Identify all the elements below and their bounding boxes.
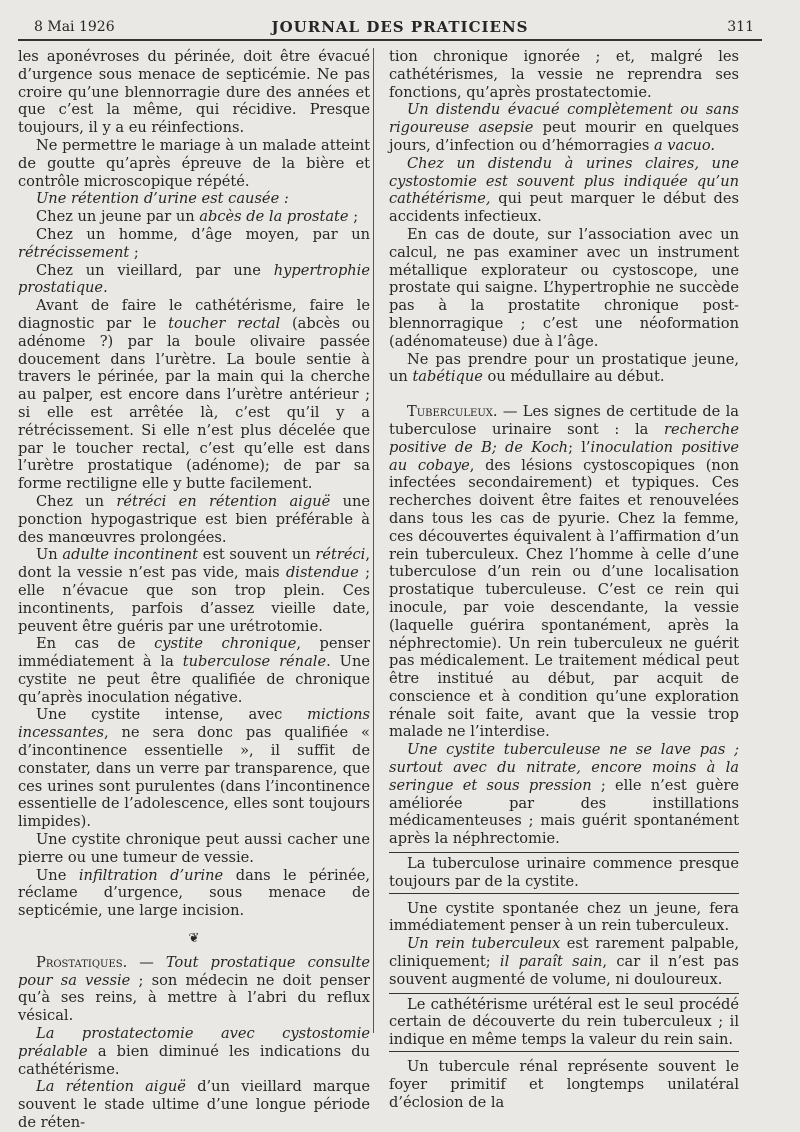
text: En cas de bbox=[36, 635, 155, 653]
emphasis: mictions incessantes bbox=[18, 706, 370, 742]
emphasis: inoculation positive au cobaye bbox=[389, 438, 739, 474]
paragraph bbox=[18, 262, 370, 298]
text: , des lésions cystoscopiques (non infectées secondairement) et typiques. Ces recherches doivent être faites et renouvelées dans tous les cas de pyurie. Chez la femme, ces découvertes équivalent à l’affirmation d’un rein tuberculeux. Chez l’homme à celle d’une tuberculose d’un rein ou d’une localisation prostatique tuberculeuse. C’est ce rein qui inocule, par voie descendante, la vessie (laquelle guérira spontanément, après la néphrectomie). Un rein tuberculeux ne guérit pas médicalement. Le traitement médical peut être institué au début, par acquit de conscience et à condition qu’une exploration rénale soit faite, avant que la vessie trop malade ne l’interdise. bbox=[389, 456, 740, 741]
paragraph bbox=[389, 403, 739, 741]
text: ou médullaire au début. bbox=[482, 368, 665, 386]
paragraph: tion chronique ignorée ; et, malgré les cathétérismes, la vessie ne reprendra ses fonctions, qu’après prostatectomie. bbox=[389, 48, 739, 101]
text: , car il n’est pas souvent augmenté de volume, ni douloureux. bbox=[389, 953, 740, 988]
emphasis: rétrécissement bbox=[18, 243, 130, 261]
text: (abcès ou adénome ?) par la boule olivaire passée doucement dans l’urètre. La boule sentie à travers le périnée, par la main qui la cherche au palper, est encore dans l’urètre antérieur ; si elle est arrêtée là, c’est qu’il y a rétrécissement. Si elle n’est plus décelée que par le toucher rectal, c’est qu’elle est dans l’urètre prostatique (adénome); de par sa forme rectiligne elle y butte facilement. bbox=[18, 314, 370, 493]
paragraph bbox=[389, 741, 739, 848]
text: Une bbox=[36, 866, 79, 884]
section-heading: Tuberculeux. bbox=[407, 403, 498, 421]
paragraph: En cas de doute, sur l’association avec un calcul, ne pas examiner avec un instrument métallique explorateur ou cystoscope, une prostate qui saigne. L’hypertrophie ne succède pas à la prostatite chronique post-blennorragique ; c’est une néoformation (adénomateuse) due à l’âge. bbox=[389, 225, 739, 350]
paragraph bbox=[18, 867, 370, 920]
text: , dont la vessie n’est pas vide, mais bbox=[18, 546, 370, 582]
emphasis: Tout prostatique consulte pour sa vessie bbox=[18, 953, 370, 989]
text: ; l’ bbox=[568, 438, 591, 456]
text: Chez un bbox=[36, 492, 117, 510]
paragraph bbox=[389, 935, 739, 988]
text: ; bbox=[348, 208, 359, 226]
text: Avant de faire le cathétérisme, faire le diagnostic par le bbox=[18, 297, 370, 332]
text: , penser immédiatement à la bbox=[18, 635, 371, 671]
emphasis: distendue bbox=[285, 564, 359, 582]
text: . Une cystite ne peut être qualifiée de chronique qu’après inoculation négative. bbox=[18, 653, 370, 706]
emphasis: il paraît sain bbox=[499, 953, 603, 971]
paragraph bbox=[389, 155, 739, 226]
text: — bbox=[127, 953, 166, 971]
page-number: 311 bbox=[727, 19, 754, 35]
text: Ne pas prendre pour un prostatique jeune, un bbox=[389, 350, 739, 386]
emphasis: cystite chronique bbox=[154, 635, 297, 653]
text: ; elle n’évacue que son trop plein. Ces incontinents, parfois d’assez vieille date, peuvent être guéris par une urétrotomie. bbox=[18, 564, 370, 635]
paragraph bbox=[389, 351, 739, 387]
paragraph: Une cystite chronique peut aussi cacher une pierre ou une tumeur de vessie. bbox=[18, 831, 370, 866]
right-column bbox=[389, 48, 739, 1111]
paragraph bbox=[18, 954, 370, 1025]
text: ; bbox=[129, 243, 139, 261]
text: qui peut marquer le début des accidents infectieux. bbox=[389, 190, 739, 226]
text: , ne sera donc pas qualifiée « d’incontinence essentielle », il suffit de constater, dans un verre par transparence, que ces urines sont purulentes (dans l’incontinence essentielle de l’adolescence, elles sont toujours limpides). bbox=[18, 724, 370, 831]
emphasis: Une cystite tuberculeuse ne se lave pas ; surtout avec du nitrate, encore moins à la seringue et sous pression bbox=[389, 741, 739, 794]
text: a bien diminué les indications du cathétérisme. bbox=[18, 1042, 370, 1078]
emphasis: hypertrophie prostatique. bbox=[18, 261, 370, 297]
emphasis: rétréci bbox=[315, 546, 366, 564]
header-rule bbox=[18, 39, 762, 41]
paragraph bbox=[389, 101, 739, 154]
emphasis: Chez un distendu à urines claires, une cystostomie est souvent plus indiquée qu’un cathétérisme, bbox=[389, 154, 739, 208]
paragraph: Un tubercule rénal représente souvent le foyer primitif et longtemps unilatéral d’éclosion de la bbox=[389, 1058, 739, 1111]
paragraph: Ne permettre le mariage à un malade atteint de goutte qu’après épreuve de la bière et contrôle microscopique répété. bbox=[18, 136, 370, 190]
emphasis: rétréci en rétention aiguë bbox=[116, 492, 331, 510]
text: Un bbox=[36, 546, 63, 564]
paragraph bbox=[18, 546, 370, 635]
paragraph: Une cystite spontanée chez un jeune, fera immédiatement penser à un rein tuberculeux. bbox=[389, 899, 739, 935]
paragraph bbox=[18, 706, 370, 831]
text: Une cystite intense, avec bbox=[36, 706, 308, 724]
paragraph bbox=[18, 1078, 370, 1131]
text: est rarement palpable, cliniquement; bbox=[389, 935, 739, 971]
paragraph bbox=[18, 226, 370, 262]
emphasis: La rétention aiguë bbox=[36, 1078, 186, 1096]
highlighted-statement: La tuberculose urinaire commence presque toujours par de la cystite. bbox=[389, 852, 739, 894]
text: Chez un vieillard, par une bbox=[36, 261, 274, 279]
paragraph: les aponévroses du périnée, doit être évacué d’urgence sous menace de septicémie. Ne pas croire qu’une blennorragie dure des années et que c’est la même, qui récidive. Presque toujours, il y a eu réinfections. bbox=[18, 48, 370, 137]
page-header bbox=[0, 0, 800, 40]
paragraph bbox=[18, 635, 370, 706]
text: ; elle n’est guère améliorée par des instillations médicamenteuses ; mais guérit spontanément après la néphrectomie. bbox=[389, 776, 739, 848]
text: dans le périnée, réclame d’urgence, sous menace de septicémie, une large incision. bbox=[18, 866, 370, 920]
paragraph bbox=[18, 1025, 370, 1078]
paragraph bbox=[18, 297, 370, 493]
highlighted-statement: Le cathétérisme urétéral est le seul procédé certain de découverte du rein tuberculeux ; il indique en même temps la valeur du rein sain. bbox=[389, 993, 739, 1052]
left-column bbox=[18, 48, 370, 1132]
section-heading: Prostatiques. bbox=[36, 953, 128, 971]
emphasis: Un distendu évacué complètement ou sans rigoureuse asepsie bbox=[389, 101, 739, 137]
text: d’un vieillard marque souvent le stade ultime d’une longue période de réten- bbox=[18, 1078, 370, 1132]
emphasis: tabétique bbox=[412, 368, 483, 386]
emphasis: recherche positive de B; de Koch bbox=[389, 420, 739, 456]
section-ornament: ❦ bbox=[188, 931, 200, 947]
text: — Les signes de certitude de la tuberculose urinaire sont : la bbox=[389, 403, 739, 438]
paragraph bbox=[18, 208, 370, 226]
emphasis: infiltration d’urine bbox=[78, 866, 224, 884]
text: Chez un homme, d’âge moyen, par un bbox=[36, 225, 370, 243]
journal-title: JOURNAL DES PRATICIENS bbox=[271, 18, 529, 36]
text: Chez un jeune par un bbox=[36, 208, 200, 226]
emphasis: adulte incontinent bbox=[62, 546, 198, 564]
paragraph bbox=[18, 493, 370, 546]
column-divider bbox=[373, 48, 374, 1033]
emphasis: Une rétention d’urine est causée : bbox=[36, 190, 289, 208]
emphasis: abcès de la prostate bbox=[199, 208, 349, 226]
text: ; son médecin ne doit penser qu’à ses reins, à mettre à l’abri du reflux vésical. bbox=[18, 971, 370, 1025]
text: peut mourir en quelques jours, d’infection ou d’hémorragies bbox=[389, 119, 739, 154]
paragraph bbox=[18, 190, 370, 208]
text: une ponction hypogastrique est bien préférable à des manœuvres prolongées. bbox=[18, 492, 371, 546]
emphasis: toucher rectal bbox=[168, 314, 281, 332]
emphasis: La prostatectomie avec cystostomie préalable bbox=[18, 1025, 370, 1060]
emphasis: tuberculose rénale bbox=[182, 653, 327, 671]
emphasis: Un rein tuberculeux bbox=[407, 935, 561, 953]
issue-date: 8 Mai 1926 bbox=[34, 19, 115, 35]
emphasis: a vacuo. bbox=[653, 136, 715, 154]
text: est souvent un bbox=[197, 546, 316, 564]
